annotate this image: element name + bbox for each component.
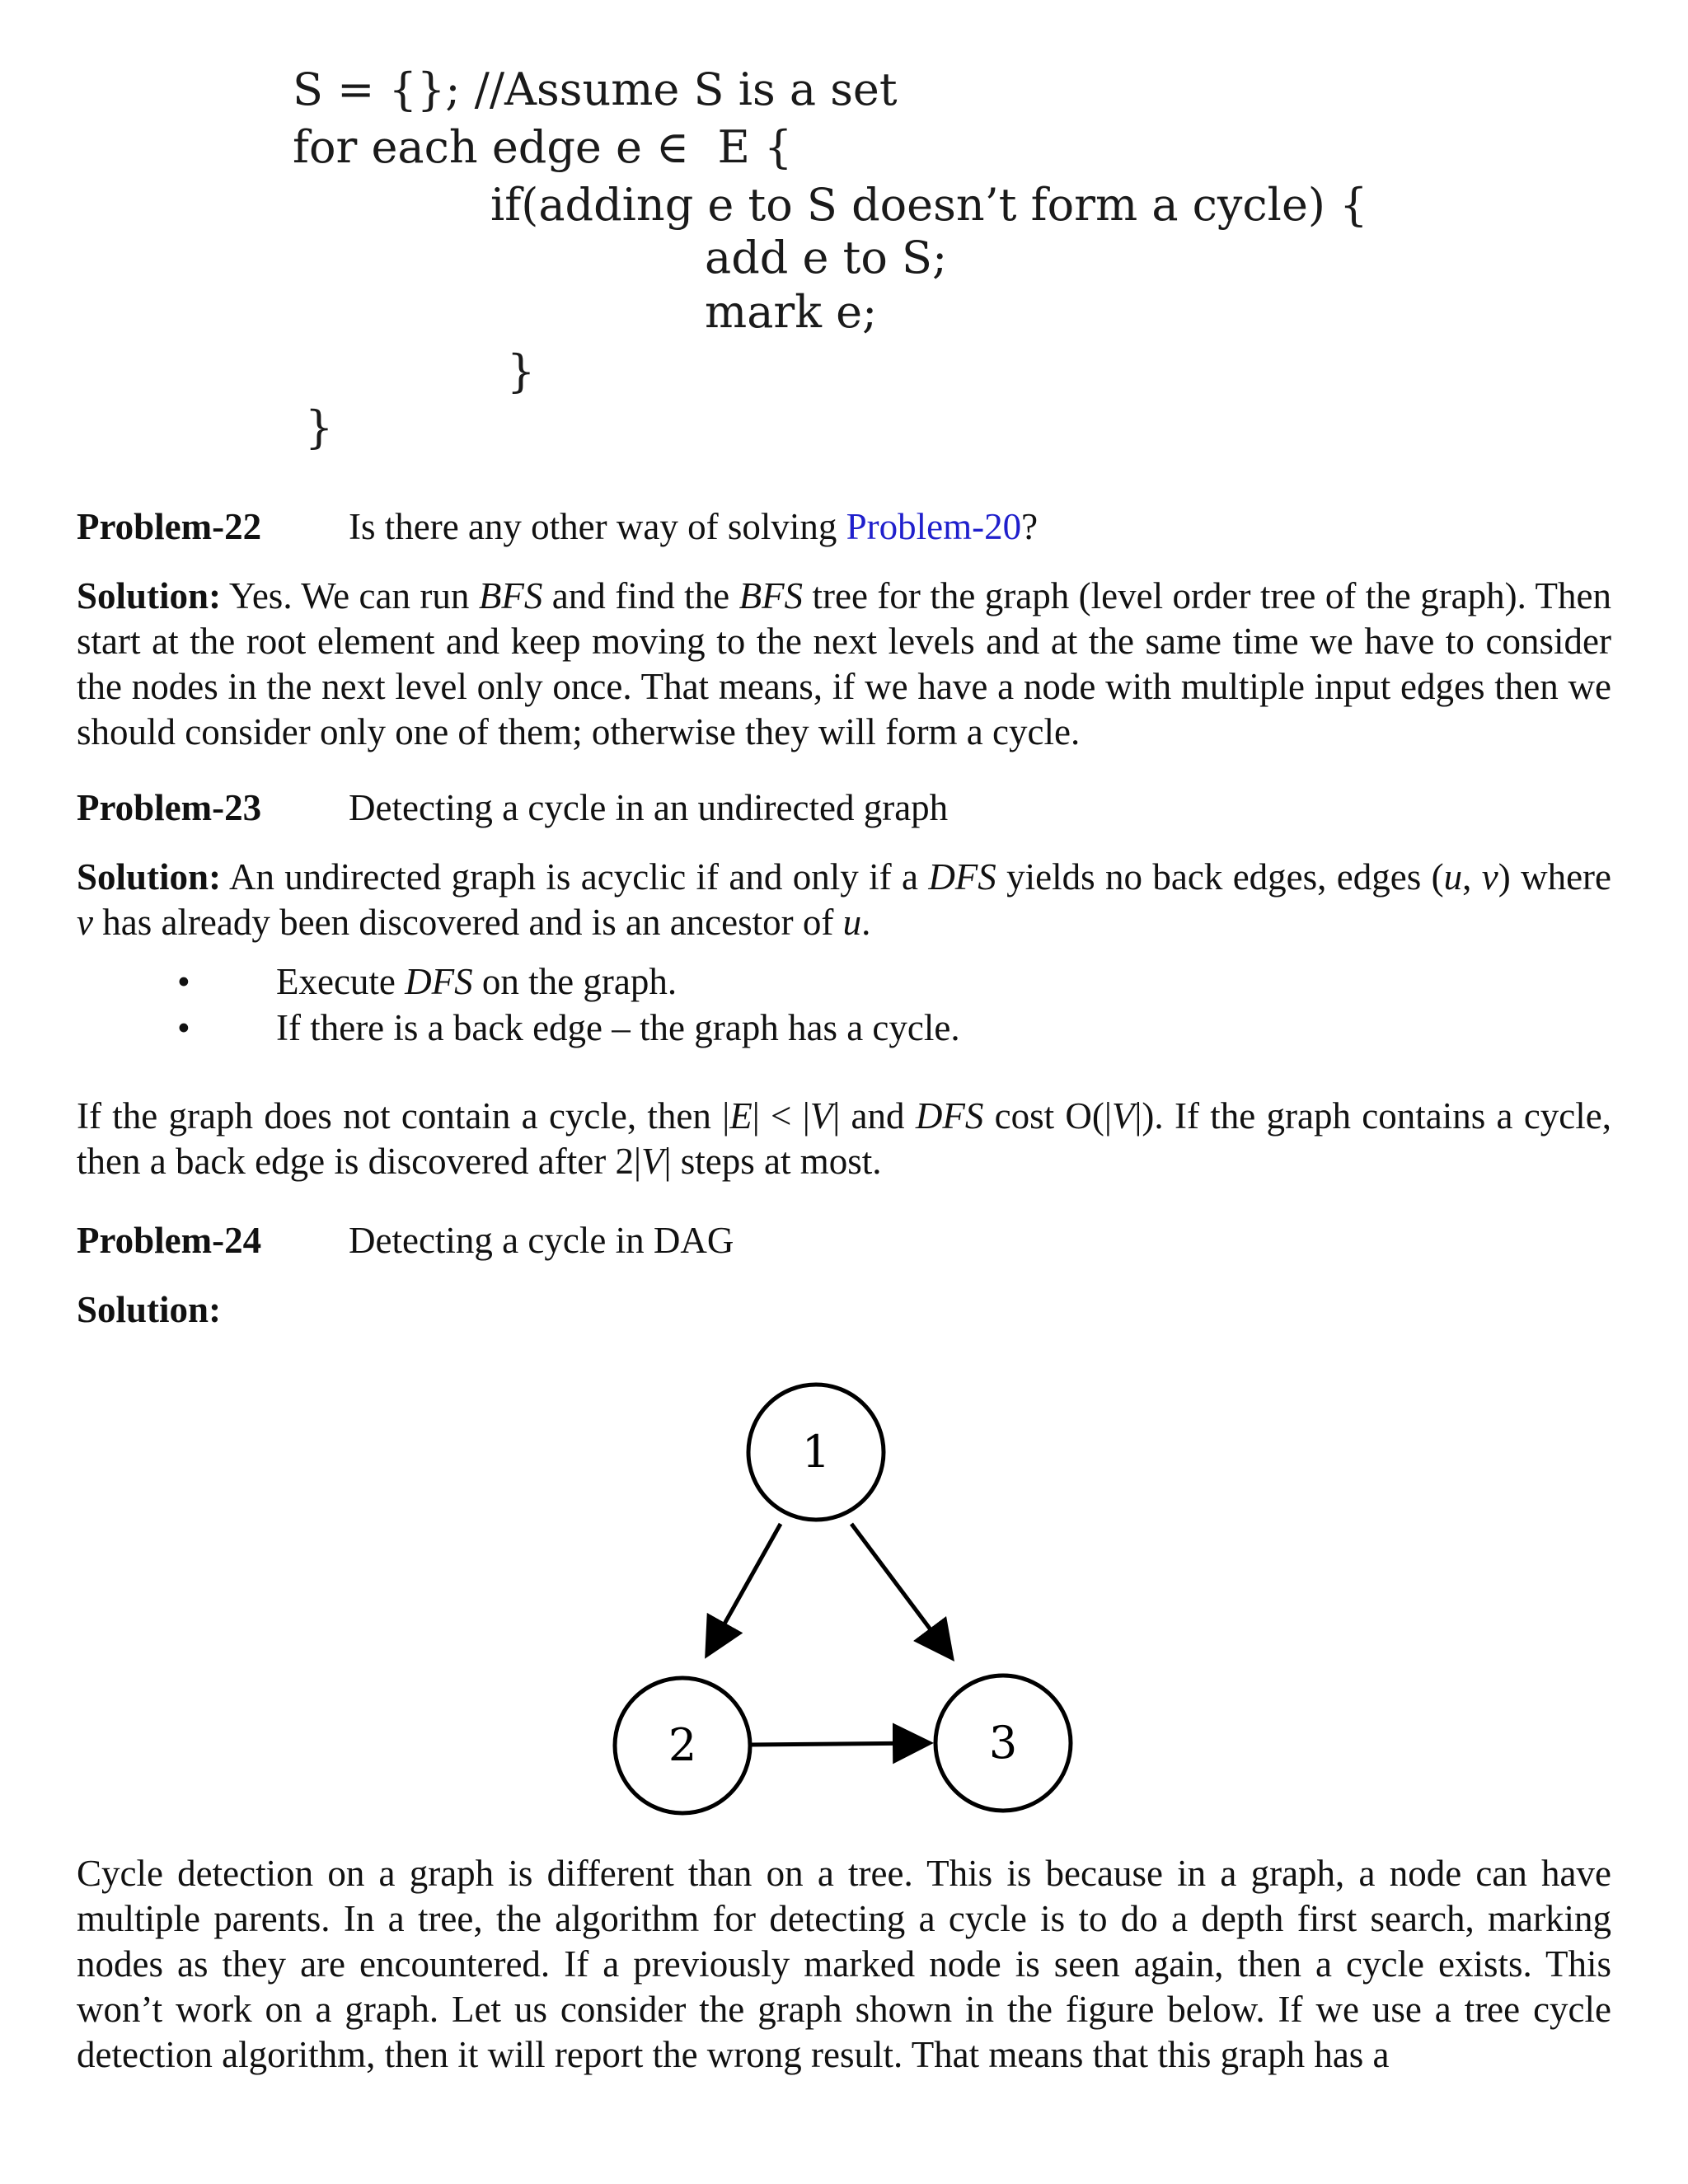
bullet-list [177, 958, 960, 1051]
list-item [177, 1005, 960, 1051]
problem-20-link[interactable]: Problem-20 [846, 506, 1022, 547]
solution-text: BFS [738, 575, 804, 616]
list-text: DFS [405, 961, 473, 1002]
para-text: V [1111, 1095, 1135, 1137]
dag-diagram [593, 1360, 1088, 1821]
code-block [293, 61, 1368, 465]
solution-text: , [1462, 856, 1482, 898]
node-label: 1 [801, 1426, 831, 1478]
solution-text: v [77, 902, 93, 943]
problem-22-solution [77, 574, 1611, 755]
solution-text: u [1443, 856, 1463, 898]
closing-paragraph: Cycle detection on a graph is different than on a tree. This is because in a graph, a node can have multiple parents. In a tree, the algorithm for detecting a cycle is to do a depth first search, marking nodes as they are encountered. If a previously marked node is seen again, then a cycle exists. This won’t work on a graph. Let us consider the graph shown in the figure below. If we use a tree cycle detection algorithm, then it will report the wrong result. That means that this graph has a [77, 1853, 1611, 2075]
solution-label: Solution: [77, 856, 222, 898]
para-text: V [640, 1141, 664, 1182]
para-text: | steps at most. [663, 1141, 882, 1182]
list-text: Execute [276, 961, 406, 1002]
para-text: cost O(| [983, 1095, 1112, 1137]
solution-label: Solution: [77, 1289, 222, 1330]
para-text: If the graph does not contain a cycle, then | [77, 1095, 730, 1137]
para-text: |). If the graph contains a cycle, then a back edge is discovered after 2| [77, 1095, 1612, 1182]
problem-24-heading [77, 1218, 1611, 1263]
bullet-icon: • [177, 961, 190, 1002]
problem-label: Problem-23 [77, 787, 262, 828]
code-line: S = {}; //Assume S is a set [293, 63, 898, 115]
edge-1-3 [851, 1524, 950, 1655]
solution-text: u [842, 902, 862, 943]
list-text: on the graph. [472, 961, 678, 1002]
para-text: | and [832, 1095, 916, 1137]
code-line: if(adding e to S doesn’t form a cycle) { [490, 179, 1368, 231]
solution-label: Solution: [77, 575, 222, 616]
node-label: 2 [668, 1719, 697, 1771]
solution-text: BFS [478, 575, 543, 616]
problem-question: Detecting a cycle in an undirected graph [349, 787, 949, 828]
solution-text: Yes. We can run [221, 575, 479, 616]
list-item-text: If there is a back edge – the graph has a cycle. [276, 1007, 960, 1048]
solution-text: An undirected graph is acyclic if and only if a [221, 856, 929, 898]
list-item [177, 958, 960, 1005]
problem-23-paragraph [77, 1094, 1611, 1184]
problem-23-solution [77, 855, 1611, 945]
solution-text: has already been discovered and is an ancestor of [92, 902, 843, 943]
edge-2-3 [750, 1743, 926, 1745]
para-text: | < | [752, 1095, 810, 1137]
list-item-text [276, 958, 677, 1005]
code-line: } [305, 401, 334, 453]
code-line: mark e; [705, 286, 878, 338]
question-text: ? [1021, 506, 1039, 547]
solution-text: and find the [542, 575, 739, 616]
solution-text: ) where [1498, 856, 1611, 898]
edge-1-2 [709, 1524, 781, 1652]
problem-23-heading [77, 785, 1611, 831]
problem-label: Problem-22 [77, 506, 262, 547]
solution-text: v [1481, 856, 1498, 898]
solution-text: yields no back edges, edges ( [996, 856, 1444, 898]
problem-22-heading [77, 504, 1611, 550]
para-text: DFS [915, 1095, 984, 1137]
solution-text: . [861, 902, 871, 943]
bullet-icon: • [177, 1007, 190, 1048]
para-text: V [809, 1095, 833, 1137]
code-line: for each edge e ∈ E { [293, 121, 793, 173]
node-label: 3 [988, 1717, 1018, 1769]
problem-label: Problem-24 [77, 1220, 262, 1261]
problem-24-solution [77, 1287, 1611, 1333]
problem-question: Detecting a cycle in DAG [349, 1220, 734, 1261]
solution-text: DFS [928, 856, 996, 898]
para-text: E [729, 1095, 753, 1137]
problem-question [349, 504, 1611, 550]
code-line: add e to S; [705, 232, 948, 284]
question-text: Is there any other way of solving [349, 506, 846, 547]
solution-text: tree for the graph (level order tree of the graph). Then start at the root element and keep moving to the next levels and at the same time we have to consider the nodes in the next level only once. That means, if we have a node with multiple input edges then we should consider only one of them; otherwise they will form a cycle. [77, 575, 1611, 752]
code-line: } [507, 345, 536, 397]
